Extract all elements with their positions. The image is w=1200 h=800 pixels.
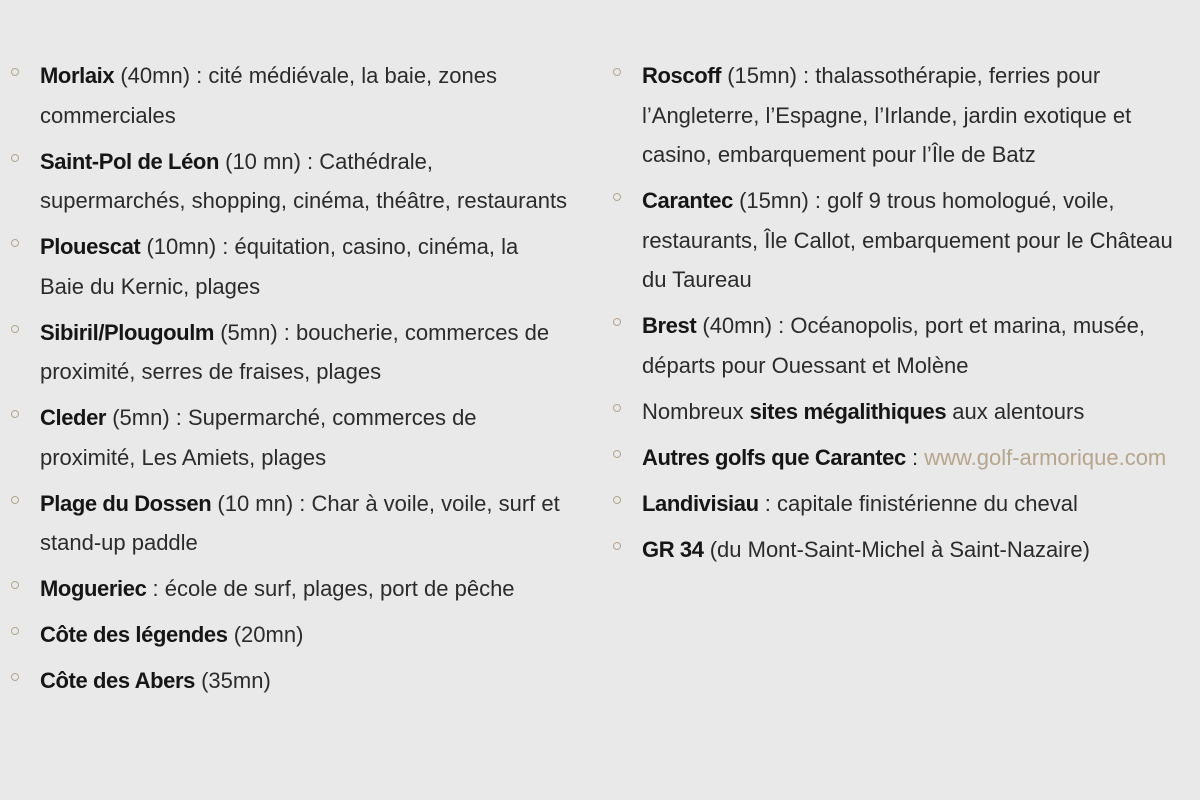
place-description: (40mn) : Océanopolis, port et marina, musée, départs pour Ouessant et Molène: [642, 313, 1146, 378]
place-description: (10 mn) : Char à voile, voile, surf et stand-up paddle: [40, 490, 560, 555]
list-item-cote-des-legendes: [8, 615, 568, 655]
item-separator: :: [905, 444, 925, 470]
place-name: GR 34: [642, 536, 704, 562]
place-description: (10mn) : équitation, casino, cinéma, la Baie du Kernic, plages: [40, 234, 519, 299]
place-name: Autres golfs que Carantec: [642, 444, 906, 470]
place-description: (5mn) : boucherie, commerces de proximité, serres de fraises, plages: [40, 319, 550, 384]
circle-bullet-icon: [613, 404, 621, 412]
list-item-landivisiau: [610, 484, 1180, 524]
list-item-autres-golfs: [610, 438, 1180, 478]
list-item-plouescat: [8, 227, 568, 306]
place-name: Plouescat: [40, 234, 141, 259]
item-suffix: aux alentours: [946, 398, 1085, 424]
list-item-sites-megalithiques: [610, 392, 1180, 432]
place-name: sites mégalithiques: [749, 398, 947, 424]
circle-bullet-icon: [613, 496, 621, 504]
list-item-sibiril-plougoulm: [8, 313, 568, 392]
place-description: (5mn) : Supermarché, commerces de proximité, Les Amiets, plages: [40, 405, 477, 470]
item-prefix: Nombreux: [642, 398, 750, 424]
left-attractions-list: [8, 56, 568, 707]
circle-bullet-icon: [613, 542, 621, 550]
circle-bullet-icon: [613, 450, 621, 458]
place-name: Plage du Dossen: [40, 490, 212, 516]
place-description: (40mn) : cité médiévale, la baie, zones commerciales: [40, 63, 497, 128]
place-name: Sibiril/Plougoulm: [40, 319, 215, 345]
place-description: (10 mn) : Cathédrale, supermarchés, shopping, cinéma, théâtre, restaurants: [40, 148, 568, 213]
golf-armorique-link[interactable]: www.golf-armorique.com: [924, 444, 1167, 470]
circle-bullet-icon: [11, 68, 19, 76]
place-description: : école de surf, plages, port de pêche: [146, 576, 515, 601]
place-name: Cleder: [40, 405, 107, 430]
list-item-saint-pol-de-leon: [8, 142, 568, 221]
circle-bullet-icon: [11, 496, 19, 504]
circle-bullet-icon: [11, 627, 19, 635]
place-description: (20mn): [227, 622, 304, 647]
circle-bullet-icon: [11, 581, 19, 589]
place-description: (15mn) : golf 9 trous homologué, voile, restaurants, Île Callot, embarquement pour le Château du Taureau: [642, 188, 1173, 292]
right-attractions-list: [610, 56, 1180, 576]
list-item-cleder: [8, 398, 568, 477]
place-name: Morlaix: [40, 63, 115, 88]
place-name: Landivisiau: [642, 490, 759, 516]
list-item-plage-du-dossen: [8, 484, 568, 563]
place-name: Saint-Pol de Léon: [40, 148, 219, 174]
circle-bullet-icon: [11, 325, 19, 333]
list-item-morlaix: [8, 56, 568, 135]
place-name: Côte des légendes: [40, 622, 228, 647]
place-name: Roscoff: [642, 63, 722, 88]
place-description: : capitale finistérienne du cheval: [758, 490, 1078, 516]
place-description: (du Mont-Saint-Michel à Saint-Nazaire): [703, 536, 1090, 562]
place-name: Brest: [642, 313, 697, 338]
place-name: Carantec: [642, 188, 733, 213]
place-name: Mogueriec: [40, 576, 147, 601]
circle-bullet-icon: [11, 673, 19, 681]
circle-bullet-icon: [613, 318, 621, 326]
circle-bullet-icon: [11, 154, 19, 162]
list-item-cote-des-abers: [8, 661, 568, 701]
place-description: (35mn): [194, 668, 271, 693]
list-item-roscoff: [610, 56, 1180, 175]
circle-bullet-icon: [613, 68, 621, 76]
circle-bullet-icon: [11, 239, 19, 247]
list-item-brest: [610, 306, 1180, 385]
circle-bullet-icon: [11, 410, 19, 418]
list-item-carantec: [610, 181, 1180, 300]
place-description: (15mn) : thalassothérapie, ferries pour l’Angleterre, l’Espagne, l’Irlande, jardin exotique et casino, embarquement pour l’Île de Batz: [642, 63, 1132, 167]
circle-bullet-icon: [613, 193, 621, 201]
list-item-gr-34: [610, 530, 1180, 570]
place-name: Côte des Abers: [40, 668, 195, 693]
list-item-mogueriec: [8, 569, 568, 609]
